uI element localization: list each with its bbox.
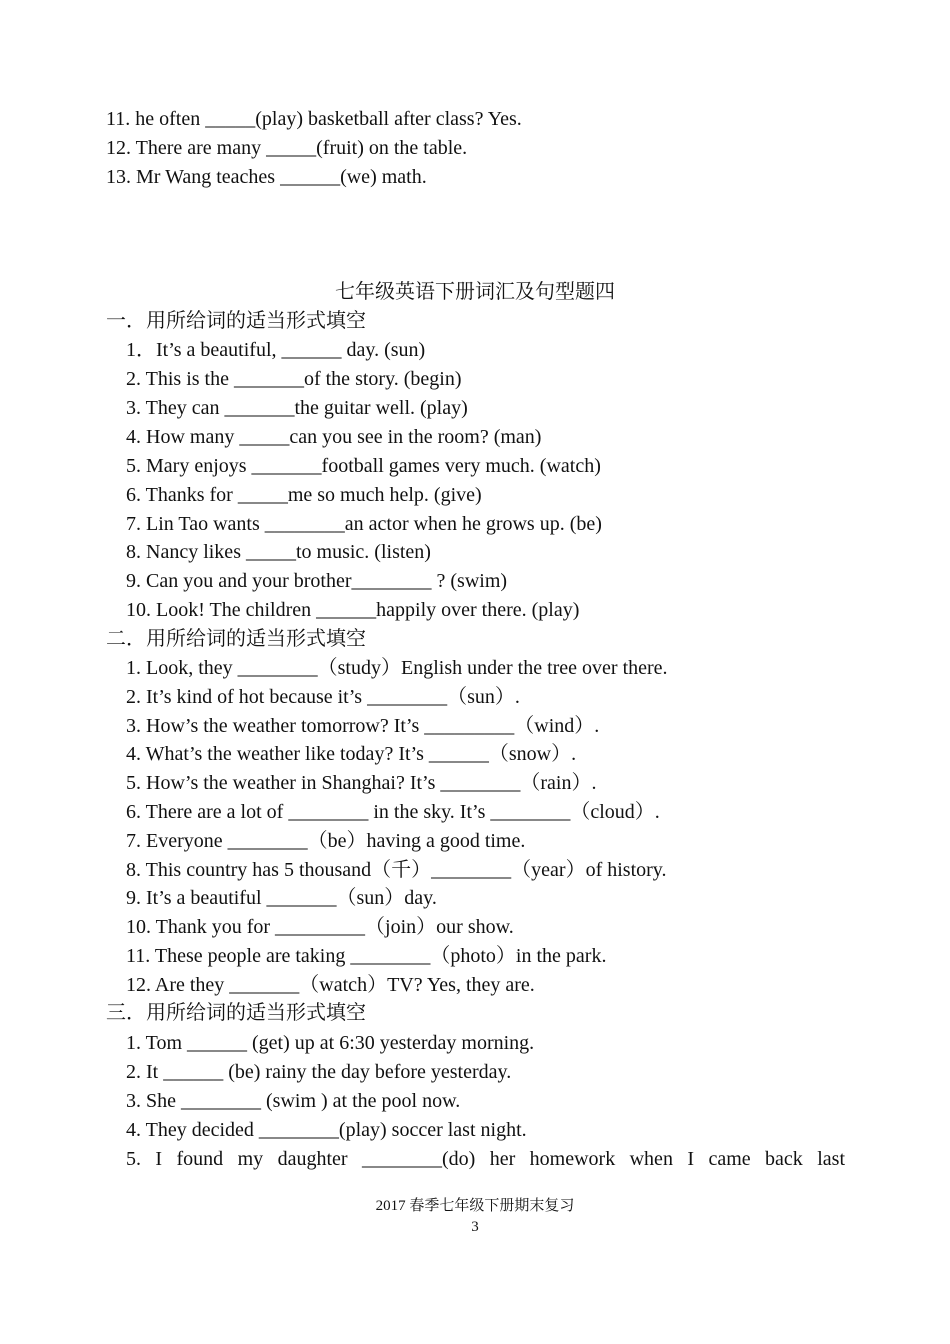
exercise-line: 3. How’s the weather tomorrow? It’s _________（wind）. xyxy=(126,715,600,737)
exercise-line: 6. Thanks for _____me so much help. (give) xyxy=(126,484,482,506)
exercise-line: 12. There are many _____(fruit) on the table. xyxy=(106,137,468,159)
exercise-line: 11. These people are taking ________（photo）in the park. xyxy=(126,945,607,967)
exercise-line: 7. Everyone ________（be）having a good time. xyxy=(126,830,526,852)
exercise-line: 7. Lin Tao wants ________an actor when he grows up. (be) xyxy=(126,513,602,535)
worksheet-title: 七年级英语下册词汇及句型题四 xyxy=(335,281,615,303)
exercise-line: 4. What’s the weather like today? It’s ______（snow）. xyxy=(126,743,577,765)
exercise-line: 9. Can you and your brother________ ? (swim) xyxy=(126,570,508,592)
section-heading: 三．用所给词的适当形式填空 xyxy=(106,1002,366,1024)
exercise-line: 1. Look, they ________（study）English under the tree over there. xyxy=(126,657,668,679)
exercise-line: 4. They decided ________(play) soccer last night. xyxy=(126,1119,527,1141)
page-number: 3 xyxy=(471,1219,479,1235)
exercise-line: 6. There are a lot of ________ in the sky. It’s ________（cloud）. xyxy=(126,801,660,823)
exercise-line: 12. Are they _______（watch）TV? Yes, they are. xyxy=(126,974,535,996)
page-footer-text: 2017 春季七年级下册期末复习 xyxy=(375,1198,575,1214)
exercise-line: 3. She ________ (swim ) at the pool now. xyxy=(126,1090,461,1112)
exercise-line: 3. They can _______the guitar well. (play) xyxy=(126,397,468,419)
exercise-line: 8. This country has 5 thousand（千）________（year）of history. xyxy=(126,859,667,881)
exercise-line: 10. Thank you for _________（join）our show. xyxy=(126,916,514,938)
exercise-line: 1. Tom ______ (get) up at 6:30 yesterday morning. xyxy=(126,1032,535,1054)
exercise-line: 1．It’s a beautiful, ______ day. (sun) xyxy=(126,339,426,361)
exercise-line: 5. I found my daughter ________(do) her homework when I came back last xyxy=(126,1148,845,1170)
exercise-line: 4. How many _____can you see in the room? (man) xyxy=(126,426,542,448)
exercise-line: 11. he often _____(play) basketball after class? Yes. xyxy=(106,108,522,130)
exercise-line: 9. It’s a beautiful _______（sun）day. xyxy=(126,887,437,909)
exercise-line: 8. Nancy likes _____to music. (listen) xyxy=(126,541,431,563)
exercise-line: 10. Look! The children ______happily over there. (play) xyxy=(126,599,580,621)
exercise-line: 2. This is the _______of the story. (begin) xyxy=(126,368,462,390)
exercise-line: 5. Mary enjoys _______football games very much. (watch) xyxy=(126,455,601,477)
section-heading: 二．用所给词的适当形式填空 xyxy=(106,628,366,650)
exercise-line: 2. It ______ (be) rainy the day before yesterday. xyxy=(126,1061,512,1083)
exercise-line: 13. Mr Wang teaches ______(we) math. xyxy=(106,166,427,188)
exercise-line: 2. It’s kind of hot because it’s ________（sun）. xyxy=(126,686,520,708)
section-heading: 一．用所给词的适当形式填空 xyxy=(106,310,366,332)
exercise-line: 5. How’s the weather in Shanghai? It’s ________（rain）. xyxy=(126,772,597,794)
